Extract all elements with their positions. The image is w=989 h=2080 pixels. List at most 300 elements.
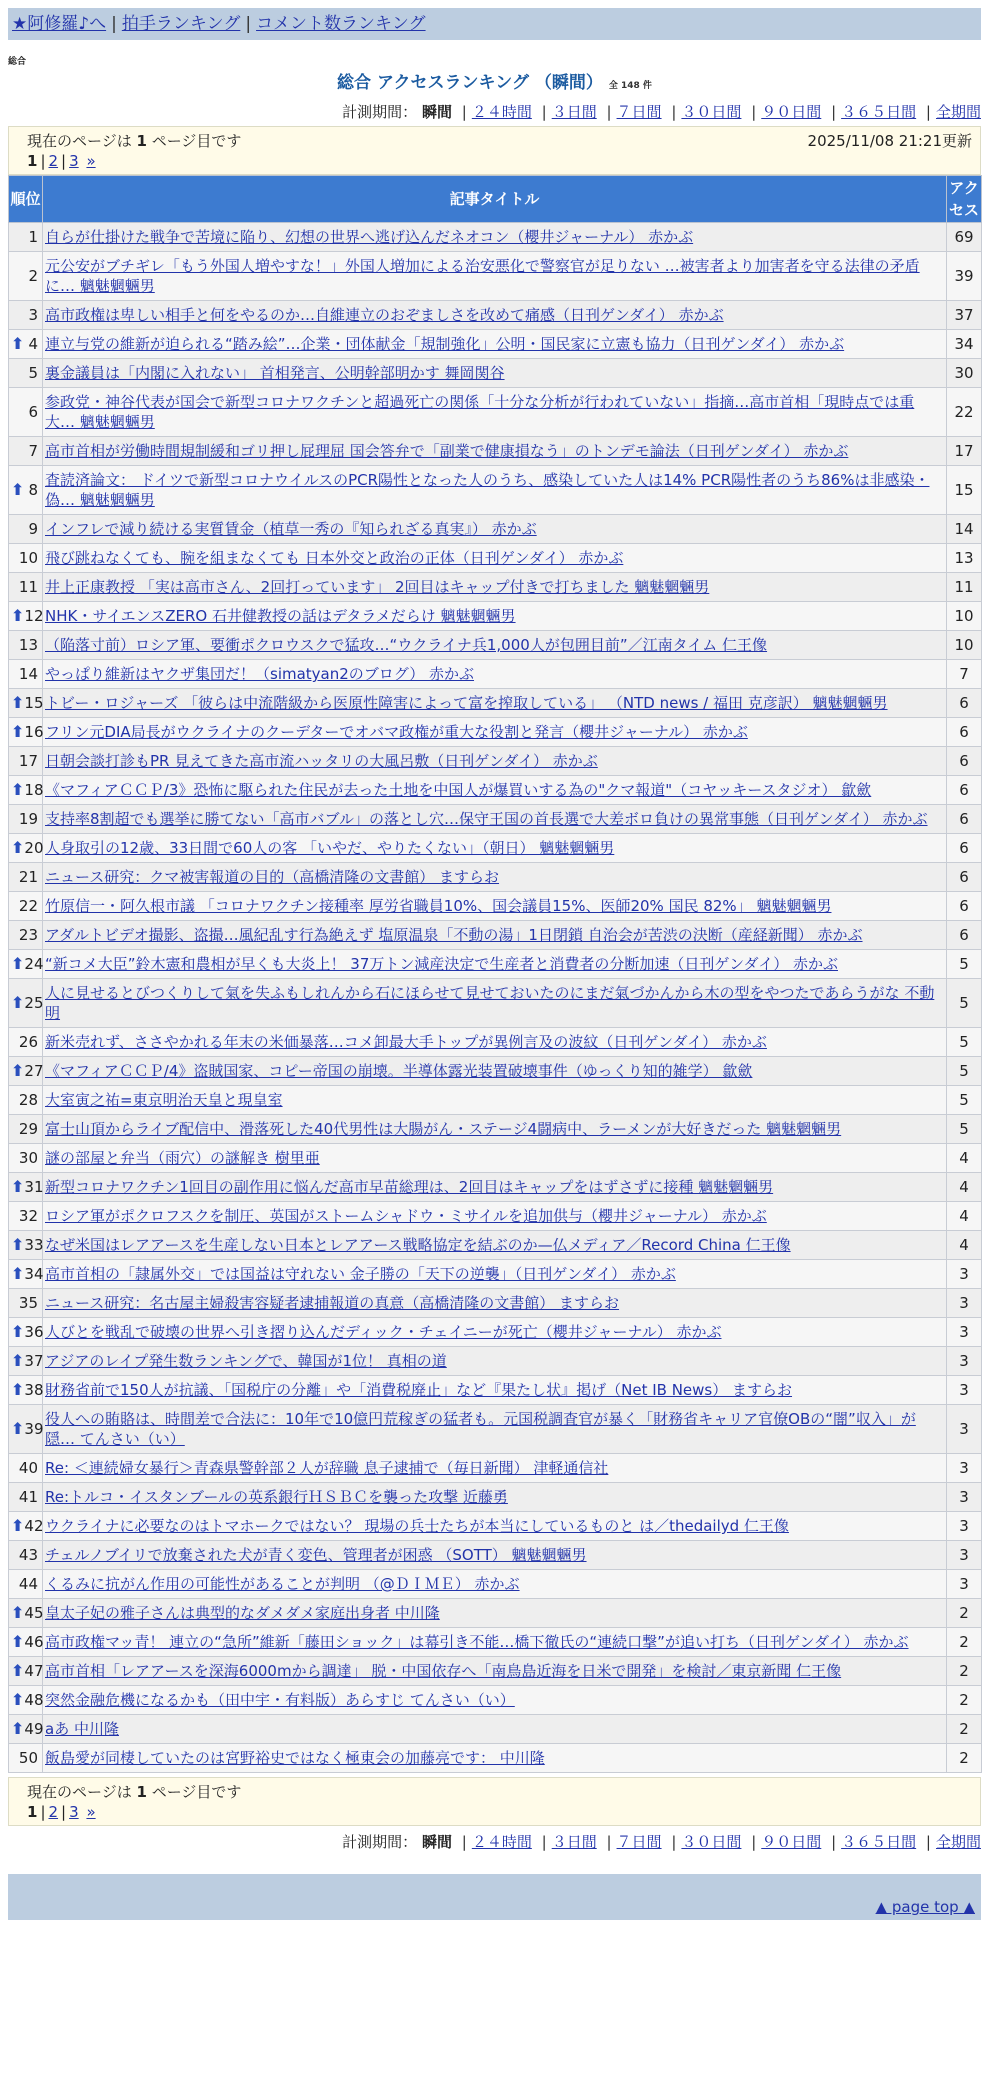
article-link[interactable]: 人身取引の12歳、33日間で60人の客 「いやだ、やりたくない」（朝日） 魑魅魍魎男 [45,839,615,857]
table-row [9,1570,982,1599]
rank-number: 31 [24,1178,44,1196]
article-link[interactable]: 高市首相「レアアースを深海6000mから調達」 脱・中国依存へ「南鳥島近海を日米で開発」を検討／東京新聞 仁王像 [45,1662,842,1680]
table-row [9,1347,982,1376]
access-count: 3 [947,1318,982,1347]
table-row [9,1628,982,1657]
rank-number: 6 [28,403,38,421]
page-3-link-bottom[interactable]: 3 [69,1803,79,1821]
rank-number: 17 [18,752,38,770]
access-count: 6 [947,921,982,950]
period-current-bottom: 瞬間 [421,1833,452,1851]
access-count: 6 [947,863,982,892]
up-arrow-icon: ⬆ [11,1719,25,1738]
up-arrow-icon: ⬆ [11,1419,25,1438]
rank-cell [9,1454,43,1483]
title-cell [43,1144,947,1173]
page-current: 1 [27,152,38,170]
rank-number: 30 [18,1149,38,1167]
access-count: 17 [947,437,982,466]
rank-cell [9,1057,43,1086]
rank-cell [9,573,43,602]
article-link[interactable]: 裏金議員は「内閣に入れない」 首相発言、公明幹部明かす 舞岡関谷 [45,364,505,382]
table-row [9,1512,982,1541]
article-link[interactable]: インフレで減り続ける実質賃金（植草一秀の『知られざる真実』） 赤かぶ [45,520,537,538]
article-link[interactable]: トビー・ロジャーズ 「彼らは中流階級から医原性障害によって富を搾取している」 （NTD news / 福田 克彦訳） 魑魅魍魎男 [45,694,888,712]
table-row [9,437,982,466]
rank-cell [9,437,43,466]
article-link[interactable]: 自らが仕掛けた戦争で苦境に陥り、幻想の世界へ逃げ込んだネオコン（櫻井ジャーナル） 赤かぶ [45,228,694,246]
title-cell [43,544,947,573]
title-cell [43,718,947,747]
article-link[interactable]: 財務省前で150人が抗議、「国税庁の分離」や「消費税廃止」など『果たし状』掲げ（Net IB News） ますらお [45,1381,793,1399]
article-link[interactable]: 《マフィアＣＣＰ/4》盗賊国家、コピー帝国の崩壊。半導体露光装置破壊事件（ゆっくり知的雑学） 歙歛 [45,1062,753,1080]
table-row [9,1405,982,1454]
rank-number: 36 [24,1323,44,1341]
access-count: 5 [947,1115,982,1144]
article-link[interactable]: 飛び跳ねなくても、腕を組まなくても 日本外交と政治の正体（日刊ゲンダイ） 赤かぶ [45,549,624,567]
rank-number: 12 [24,607,44,625]
access-count: 4 [947,1173,982,1202]
article-link[interactable]: 謎の部屋と弁当（雨穴）の謎解き 樹里亜 [45,1149,320,1167]
rank-cell [9,1376,43,1405]
rank-number: 20 [24,839,44,857]
rank-number: 14 [18,665,38,683]
current-page-text-bottom: 現在のページは 1 ページ目です [27,1783,242,1801]
rank-number: 49 [24,1720,44,1738]
access-count: 39 [947,252,982,301]
access-count: 3 [947,1260,982,1289]
article-link[interactable]: アジアのレイプ発生数ランキングで、韓国が1位！ 真相の道 [45,1352,447,1370]
rank-number: 50 [18,1749,38,1767]
access-count: 5 [947,1086,982,1115]
article-link[interactable]: 支持率8割超でも選挙に勝てない「高市バブル」の落とし穴…保守王国の首長選で大差ボロ負けの異常事態（日刊ゲンダイ） 赤かぶ [45,810,928,828]
up-arrow-icon: ⬆ [11,1632,25,1651]
article-link[interactable]: 皇太子妃の雅子さんは典型的なダメダメ家庭出身者 中川隆 [45,1604,440,1622]
article-link[interactable]: （陥落寸前）ロシア軍、要衝ポクロウスクで猛攻…“ウクライナ兵1,000人が包囲目前”／江南タイム 仁王像 [45,636,768,654]
rank-cell [9,330,43,359]
period-current: 瞬間 [421,103,452,121]
access-count: 6 [947,834,982,863]
period-3d-bottom[interactable]: ３日間 [551,1833,597,1851]
period-90d[interactable]: ９０日間 [761,103,822,121]
header-access: アクセス [947,176,982,223]
title-cell [43,602,947,631]
article-link[interactable]: 高市首相が労働時間規制緩和ゴリ押し屁理屈 国会答弁で「副業で健康損なう」のトンデモ論法（日刊ゲンダイ） 赤かぶ [45,442,849,460]
table-row [9,1115,982,1144]
rank-number: 46 [24,1633,44,1651]
rank-cell [9,223,43,252]
access-count: 3 [947,1454,982,1483]
article-link[interactable]: 査読済論文： ドイツで新型コロナウイルスのPCR陽性となった人のうち、感染していた人は14% PCR陽性者のうち86%は非感染・偽… 魑魅魍魎男 [45,471,930,509]
rank-number: 44 [18,1575,38,1593]
up-arrow-icon: ⬆ [11,606,25,625]
access-count: 6 [947,747,982,776]
article-link[interactable]: 人びとを戦乱で破壊の世界へ引き摺り込んだディック・チェイニーが死亡（櫻井ジャーナル） 赤かぶ [45,1323,722,1341]
access-count: 10 [947,631,982,660]
article-link[interactable]: 突然金融危機になるかも（田中宇・有料版）あらすじ てんさい（い） [45,1691,515,1709]
access-count: 37 [947,301,982,330]
rank-cell [9,1115,43,1144]
rank-cell [9,1744,43,1773]
access-count: 13 [947,544,982,573]
title-cell [43,515,947,544]
title-cell [43,1599,947,1628]
article-link[interactable]: Re:トルコ・イスタンブールの英系銀行ＨＳＢＣを襲った攻撃 近藤勇 [45,1488,508,1506]
rank-cell [9,1628,43,1657]
rank-number: 10 [18,549,38,567]
table-row [9,1318,982,1347]
table-row [9,1260,982,1289]
article-link[interactable]: やっぱり維新はヤクザ集団だ！（simatyan2のブログ） 赤かぶ [45,665,475,683]
access-count: 6 [947,805,982,834]
title-cell [43,1318,947,1347]
access-count: 2 [947,1628,982,1657]
title-cell [43,1541,947,1570]
access-count: 3 [947,1570,982,1599]
rank-cell [9,1686,43,1715]
rank-cell [9,1570,43,1599]
page-title-text: 総合 アクセスランキング （瞬間） [337,73,603,93]
applause-ranking-link[interactable]: 拍手ランキング [121,14,241,34]
article-link[interactable]: 日朝会談打診もPR 見えてきた高市流ハッタリの大風呂敷（日刊ゲンダイ） 赤かぶ [45,752,598,770]
access-count: 6 [947,689,982,718]
period-all[interactable]: 全期間 [935,103,981,121]
rank-cell [9,776,43,805]
table-row [9,1715,982,1744]
rank-number: 37 [24,1352,44,1370]
article-link[interactable]: 竹原信一・阿久根市議 「コロナワクチン接種率 厚労省職員10%、国会議員15%、医師20% 国民 82%」 魑魅魍魎男 [45,897,832,915]
rank-number: 38 [24,1381,44,1399]
rank-number: 22 [18,897,38,915]
title-cell [43,863,947,892]
pager-bottom [8,1777,981,1826]
period-7d[interactable]: ７日間 [616,103,662,121]
current-page-text: 現在のページは 1 ページ目です [27,132,242,150]
period-365d-bottom[interactable]: ３６５日間 [841,1833,917,1851]
access-count: 22 [947,388,982,437]
rank-number: 2 [28,267,38,285]
access-count: 2 [947,1657,982,1686]
home-link[interactable]: ★阿修羅♪へ [12,14,107,34]
table-row [9,631,982,660]
access-count: 4 [947,1144,982,1173]
table-row [9,1454,982,1483]
rank-cell [9,602,43,631]
table-row [9,1541,982,1570]
article-link[interactable]: ウクライナに必要なのはトマホークではない？ 現場の兵士たちが本当にしているものと は／thedailyd 仁王像 [45,1517,789,1535]
access-count: 2 [947,1744,982,1773]
article-link[interactable]: 《マフィアＣＣＰ/3》恐怖に駆られた住民が去った土地を中国人が爆買いする為の"クマ報道"（コヤッキースタジオ） 歙歛 [45,781,872,799]
period-all-bottom[interactable]: 全期間 [935,1833,981,1851]
article-link[interactable]: ニュース研究：名古屋主婦殺害容疑者逮捕報道の真意（高橋清隆の文書館） ますらお [45,1294,620,1312]
period-nav-top: 計測期間： 瞬間 | ２４時間 | ３日間 | ７日間 | ３０日間 | ９０日間 | ３６５日間 | 全期間 [342,103,981,121]
page-top-link[interactable]: ▲ page top ▲ [875,1898,975,1916]
article-link[interactable]: 富士山頂からライブ配信中、滑落死した40代男性は大腸がん・ステージ4闘病中、ラーメンが大好きだった 魑魅魍魎男 [45,1120,842,1138]
rank-number: 8 [28,481,38,499]
table-row [9,1028,982,1057]
title-cell [43,1260,947,1289]
table-row [9,1086,982,1115]
title-cell [43,1289,947,1318]
rank-cell [9,631,43,660]
next-page-link-bottom[interactable]: » [86,1803,96,1821]
title-cell [43,892,947,921]
access-count: 30 [947,359,982,388]
title-cell [43,805,947,834]
access-count: 6 [947,776,982,805]
rank-number: 13 [18,636,38,654]
article-link[interactable]: 高市政権マッ青！ 連立の“急所”維新「藤田ショック」は幕引き不能…橋下徹氏の“連続口撃”が追い打ち（日刊ゲンダイ） 赤かぶ [45,1633,909,1651]
rank-cell [9,466,43,515]
page-top [8,1896,981,1920]
page-title [0,73,989,96]
table-row [9,1057,982,1086]
updated-time: 2025/11/08 21:21更新 [807,132,972,150]
title-cell [43,631,947,660]
article-link[interactable]: チェルノブイリで放棄された犬が青く変色、管理者が困惑 （SOTT） 魑魅魍魎男 [45,1546,587,1564]
page-current-bottom: 1 [27,1803,38,1821]
up-arrow-icon: ⬆ [11,1177,25,1196]
title-cell [43,1405,947,1454]
article-link[interactable]: アダルトビデオ撮影、盗撮…風紀乱す行為絶えず 塩原温泉「不動の湯」1日閉鎖 自治会が苦渋の決断（産経新聞） 赤かぶ [45,926,863,944]
period-30d-bottom[interactable]: ３０日間 [681,1833,742,1851]
header-title: 記事タイトル [43,176,947,223]
rank-number: 27 [24,1062,44,1080]
title-cell [43,1173,947,1202]
rank-cell [9,1318,43,1347]
table-row [9,1144,982,1173]
up-arrow-icon: ⬆ [11,1061,25,1080]
page-2-link-bottom[interactable]: 2 [48,1803,59,1821]
rank-cell [9,1715,43,1744]
up-arrow-icon: ⬆ [11,838,25,857]
table-row [9,1173,982,1202]
rank-cell [9,1028,43,1057]
article-link[interactable]: 人に見せるとびつくりして氣を失ふもしれんから石にほらせて見せておいたのにまだ氣づかんから木の型をやつたであらうがな 不動明 [45,984,935,1022]
article-link[interactable]: 元公安がブチギレ「もう外国人増やすな！」外国人増加による治安悪化で警察官が足りない …被害者より加害者を守る法律の矛盾に… 魑魅魍魎男 [45,257,920,295]
article-link[interactable]: 新米売れず、ささやかれる年末の米価暴落…コメ卸最大手トップが異例言及の波紋（日刊ゲンダイ） 赤かぶ [45,1033,767,1051]
header-rank: 順位 [9,176,43,223]
rank-cell [9,1405,43,1454]
access-count: 5 [947,1028,982,1057]
up-arrow-icon: ⬆ [11,1603,25,1622]
table-row [9,359,982,388]
section-label: 総合 [8,57,27,67]
up-arrow-icon: ⬆ [11,693,25,712]
article-link[interactable]: 高市首相の「隷属外交」では国益は守れない 金子勝の「天下の逆襲」（日刊ゲンダイ） 赤かぶ [45,1265,676,1283]
table-row [9,252,982,301]
rank-cell [9,805,43,834]
access-count: 69 [947,223,982,252]
rank-number: 48 [24,1691,44,1709]
table-row [9,602,982,631]
access-count: 5 [947,1057,982,1086]
up-arrow-icon: ⬆ [11,780,25,799]
access-count: 6 [947,892,982,921]
title-cell [43,689,947,718]
article-link[interactable]: なぜ米国はレアアースを生産しない日本とレアアース戦略協定を結ぶのか—仏メディア／Record China 仁王像 [45,1236,791,1254]
rank-cell [9,950,43,979]
article-link[interactable]: NHK・サイエンスZERO 石井健教授の話はデタラメだらけ 魑魅魍魎男 [45,607,516,625]
article-link[interactable]: aあ 中川隆 [45,1720,119,1738]
access-count: 3 [947,1289,982,1318]
article-link[interactable]: ニュース研究：クマ被害報道の目的（高橋清隆の文書館） ますらお [45,868,500,886]
rank-cell [9,359,43,388]
table-row [9,1202,982,1231]
table-row [9,689,982,718]
article-link[interactable]: 井上正康教授 「実は高市さん、2回打っています」 2回目はキャップ付きで打ちました 魑魅魍魎男 [45,578,710,596]
rank-number: 45 [24,1604,44,1622]
rank-number: 24 [24,955,44,973]
article-link[interactable]: 大室寅之祐=東京明治天皇と現皇室 [45,1091,283,1109]
article-link[interactable]: 役人への賄賂は、時間差で合法に：10年で10億円荒稼ぎの猛者も。元国税調査官が暴く「財務省キャリア官僚OBの“闇”収入」が隠… てんさい（い） [45,1410,916,1448]
rank-cell [9,1599,43,1628]
rank-number: 19 [18,810,38,828]
access-count: 3 [947,1405,982,1454]
rank-cell [9,689,43,718]
access-count: 4 [947,1202,982,1231]
rank-cell [9,1541,43,1570]
rank-number: 5 [28,364,38,382]
rank-number: 21 [18,868,38,886]
up-arrow-icon: ⬆ [11,1264,25,1283]
rank-number: 29 [18,1120,38,1138]
total-count: 全 148 件 [608,81,652,91]
period-90d-bottom[interactable]: ９０日間 [761,1833,822,1851]
title-cell [43,330,947,359]
rank-number: 1 [28,228,38,246]
rank-number: 23 [18,926,38,944]
article-link[interactable]: 高市政権は卑しい相手と何をやるのか…自維連立のおぞましさを改めて痛感（日刊ゲンダイ） 赤かぶ [45,306,724,324]
ranking-table [8,175,982,1773]
comment-ranking-link[interactable]: コメント数ランキング [256,14,426,34]
period-24h-bottom[interactable]: ２４時間 [471,1833,532,1851]
rank-cell [9,515,43,544]
title-cell [43,747,947,776]
page-2-link[interactable]: 2 [48,152,59,170]
access-count: 3 [947,1347,982,1376]
up-arrow-icon: ⬆ [11,1690,25,1709]
page-links-bottom: 1 | 2 | 3 » [27,1803,96,1821]
title-cell [43,359,947,388]
rank-number: 42 [24,1517,44,1535]
rank-cell [9,1086,43,1115]
rank-number: 11 [18,578,38,596]
table-row [9,950,982,979]
period-3d[interactable]: ３日間 [551,103,597,121]
title-cell [43,1483,947,1512]
access-count: 2 [947,1599,982,1628]
rank-cell [9,863,43,892]
rank-cell [9,1144,43,1173]
article-link[interactable]: “新コメ大臣”鈴木憲和農相が早くも大炎上！ 37万トン減産決定で生産者と消費者の分断加速（日刊ゲンダイ） 赤かぶ [45,955,838,973]
access-count: 3 [947,1541,982,1570]
access-count: 7 [947,660,982,689]
up-arrow-icon: ⬆ [11,1380,25,1399]
access-count: 6 [947,718,982,747]
table-row [9,660,982,689]
access-count: 11 [947,573,982,602]
table-row [9,388,982,437]
rank-number: 4 [28,335,38,353]
table-row [9,979,982,1028]
article-link[interactable]: Re: ＜連続婦女暴行＞青森県警幹部２人が辞職 息子逮捕で（毎日新聞） 津軽通信社 [45,1459,609,1477]
rank-number: 18 [24,781,44,799]
rank-cell [9,660,43,689]
up-arrow-icon: ⬆ [11,1322,25,1341]
article-link[interactable]: ロシア軍がポクロフスクを制圧、英国がストームシャドウ・ミサイルを追加供与（櫻井ジャーナル） 赤かぶ [45,1207,767,1225]
title-cell [43,573,947,602]
article-link[interactable]: 飯島愛が同棲していたのは宮野裕史ではなく極東会の加藤亮です： 中川隆 [45,1749,545,1767]
rank-cell [9,834,43,863]
period-30d[interactable]: ３０日間 [681,103,742,121]
rank-number: 43 [18,1546,38,1564]
rank-cell [9,921,43,950]
rank-cell [9,1260,43,1289]
up-arrow-icon: ⬆ [11,334,25,353]
page-3-link[interactable]: 3 [69,152,79,170]
table-row [9,921,982,950]
period-24h[interactable]: ２４時間 [471,103,532,121]
title-cell [43,223,947,252]
access-count: 2 [947,1715,982,1744]
table-row [9,544,982,573]
page-links: 1 | 2 | 3 » [27,152,96,170]
next-page-link[interactable]: » [86,152,96,170]
table-row [9,863,982,892]
rank-cell [9,1657,43,1686]
period-7d-bottom[interactable]: ７日間 [616,1833,662,1851]
table-row [9,1289,982,1318]
article-link[interactable]: くるみに抗がん作用の可能性があることが判明 （@ＤＩＭＥ） 赤かぶ [45,1575,520,1593]
rank-number: 25 [24,994,44,1012]
access-count: 10 [947,602,982,631]
table-row [9,515,982,544]
title-cell [43,1715,947,1744]
title-cell [43,1657,947,1686]
rank-number: 7 [28,442,38,460]
title-cell [43,921,947,950]
title-cell [43,1057,947,1086]
period-365d[interactable]: ３６５日間 [841,103,917,121]
period-label: 計測期間： [342,103,418,121]
access-count: 34 [947,330,982,359]
rank-cell [9,1289,43,1318]
table-row [9,805,982,834]
access-count: 4 [947,1231,982,1260]
access-count: 14 [947,515,982,544]
rank-cell [9,747,43,776]
rank-number: 15 [24,694,44,712]
rank-number: 3 [28,306,38,324]
access-count: 2 [947,1686,982,1715]
table-row [9,1744,982,1773]
rank-cell [9,1512,43,1541]
title-cell [43,776,947,805]
up-arrow-icon: ⬆ [11,1661,25,1680]
title-cell [43,301,947,330]
article-link[interactable]: フリン元DIA局長がウクライナのクーデターでオバマ政権が重大な役割と発言（櫻井ジャーナル） 赤かぶ [45,723,748,741]
article-link[interactable]: 参政党・神谷代表が国会で新型コロナワクチンと超過死亡の関係「十分な分析が行われていない」指摘…高市首相「現時点では重大… 魑魅魍魎男 [45,393,915,431]
article-link[interactable]: 連立与党の維新が迫られる“踏み絵”…企業・団体献金「規制強化」公明・国民家に立憲も協力（日刊ゲンダイ） 赤かぶ [45,335,845,353]
table-row [9,718,982,747]
title-cell [43,1454,947,1483]
rank-number: 39 [24,1420,44,1438]
up-arrow-icon: ⬆ [11,993,25,1012]
rank-cell [9,1483,43,1512]
title-cell [43,660,947,689]
article-link[interactable]: 新型コロナワクチン1回目の副作用に悩んだ高市早苗総理は、2回目はキャップをはずさずに接種 魑魅魍魎男 [45,1178,774,1196]
